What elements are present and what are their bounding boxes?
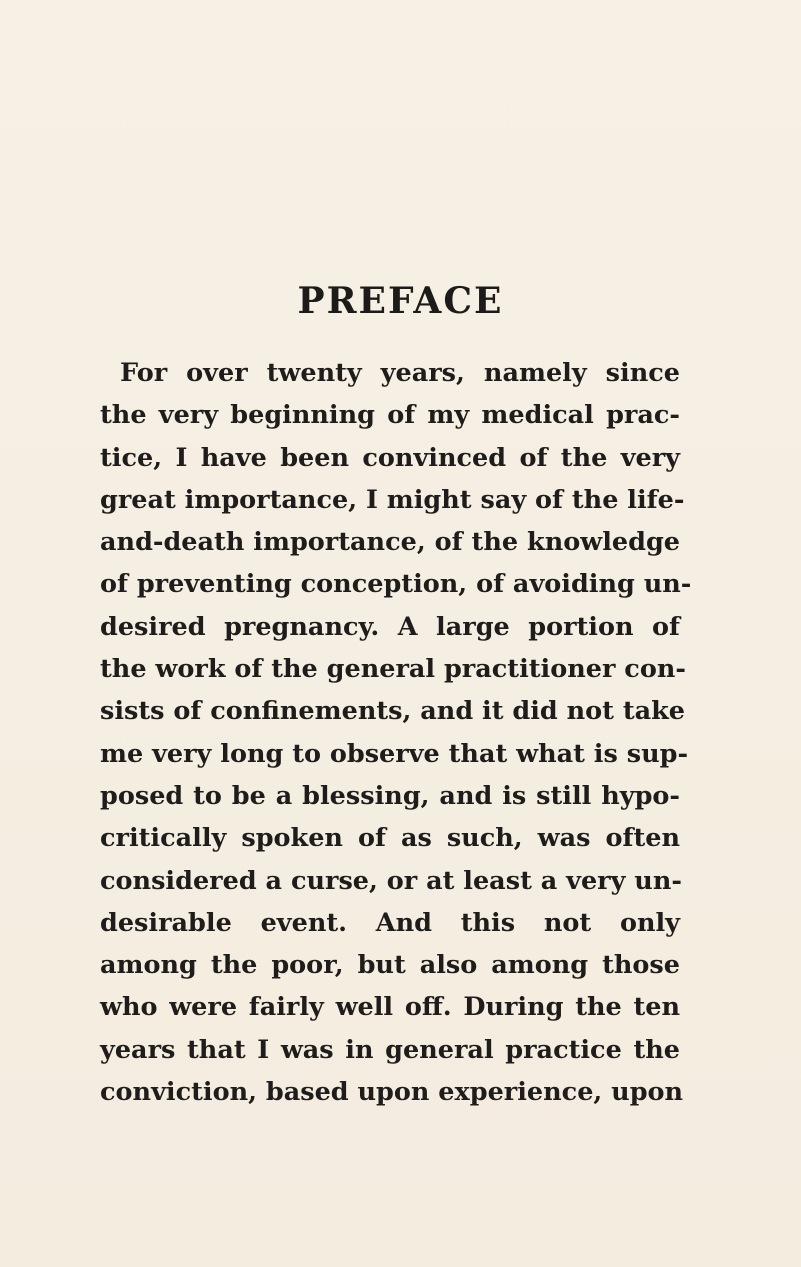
preface-heading: PREFACE [297, 280, 504, 322]
text-line: desirable event. And this not only [100, 907, 680, 938]
text-line: me very long to observe that what is sup- [100, 738, 689, 769]
text-line: tice, I have been convinced of the very [100, 442, 680, 473]
text-line: and-death importance, of the knowledge [100, 527, 680, 558]
text-line: the work of the general practitioner con- [100, 654, 686, 685]
text-line: sists of confinements, and it did not take [100, 696, 686, 727]
preface-body [100, 352, 692, 1113]
text-line: the very beginning of my medical prac- [100, 400, 680, 431]
text-line: posed to be a blessing, and is still hypo- [100, 780, 680, 811]
text-line: critically spoken of as such, was often [100, 823, 680, 854]
text-line: For over twenty years, namely since [120, 358, 680, 388]
text-line: conviction, based upon experience, upon [100, 1077, 684, 1108]
text-line: among the poor, but also among those [100, 950, 680, 981]
text-line: of preventing conception, of avoiding un- [100, 569, 692, 600]
text-line: desired pregnancy. A large portion of [100, 611, 680, 642]
text-line: years that I was in general practice the [100, 1034, 680, 1065]
text-line: who were fairly well off. During the ten [100, 992, 680, 1023]
text-line: considered a curse, or at least a very un- [100, 865, 682, 896]
text-line: great importance, I might say of the life- [100, 484, 685, 515]
